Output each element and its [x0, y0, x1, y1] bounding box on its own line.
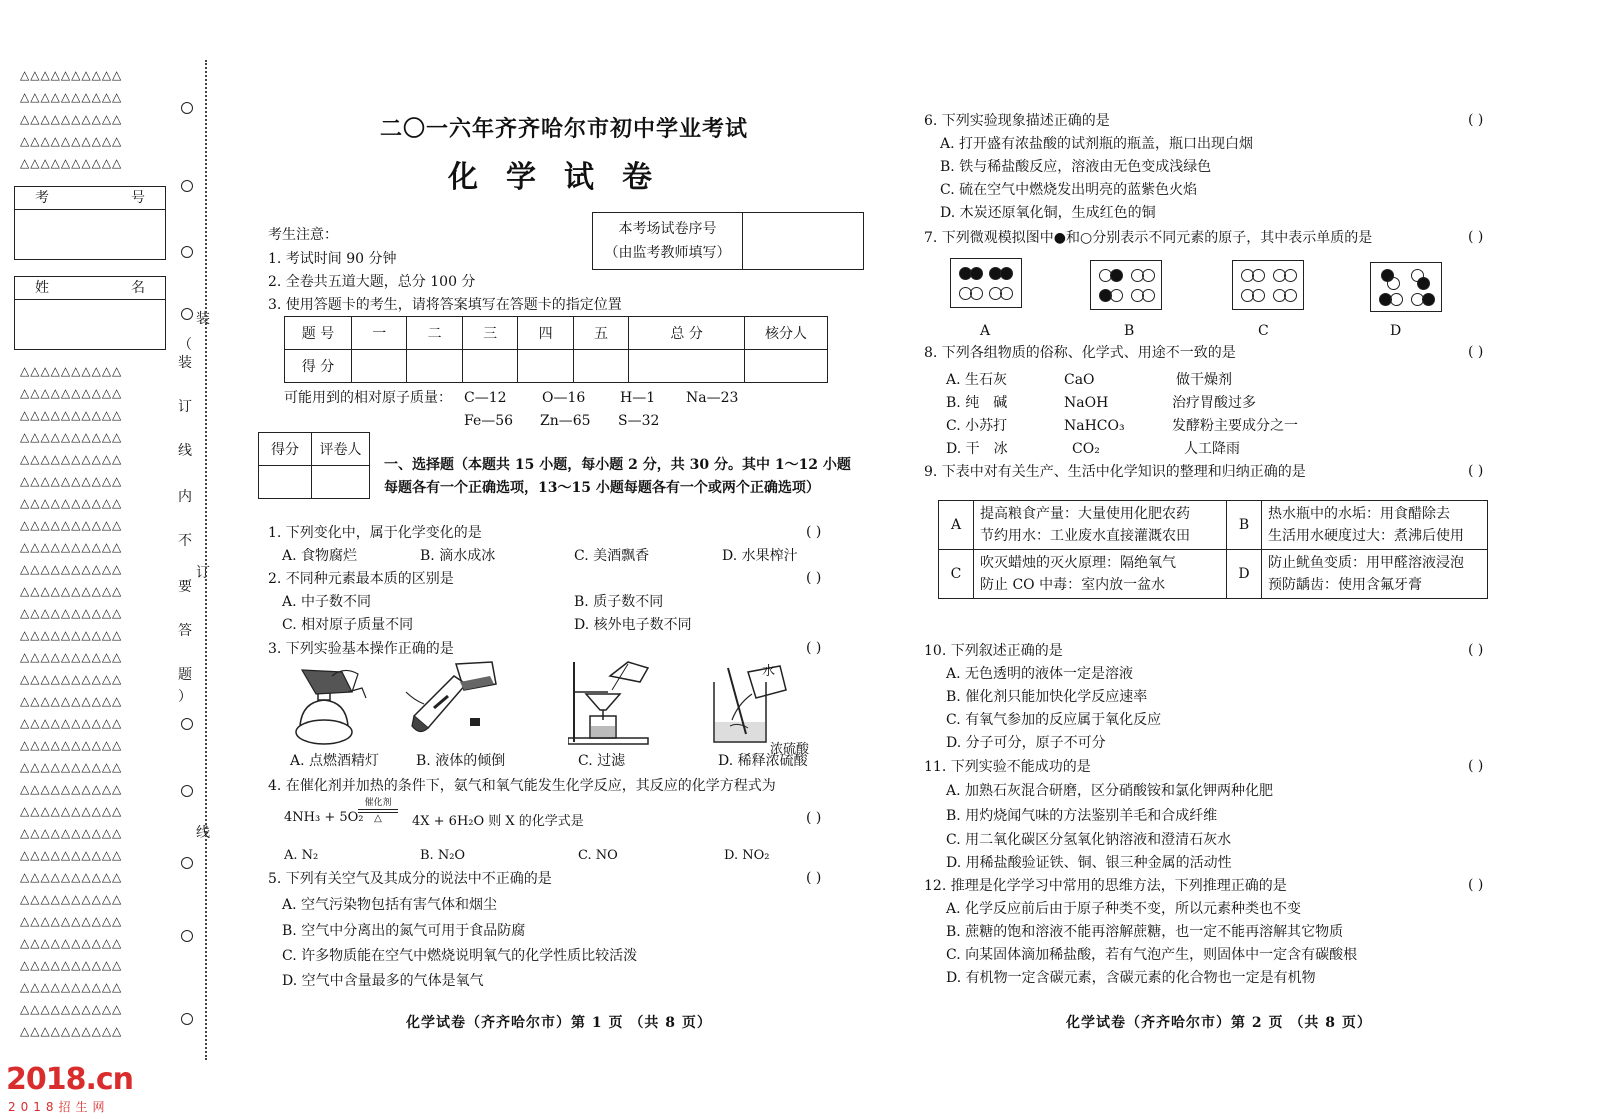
exam-title: 二〇一六年齐齐哈尔市初中学业考试	[380, 116, 749, 142]
model-label: C	[1258, 323, 1269, 339]
binding-hole-icon	[181, 857, 193, 869]
option: B. 铁与稀盐酸反应，溶液由无色变成浅绿色	[940, 159, 1212, 175]
atomic-mass: C—12	[464, 390, 507, 406]
binding-note-char: 要	[178, 579, 192, 595]
triangle-row: △△△△△△△△△△	[20, 496, 123, 510]
triangle-row: △△△△△△△△△△	[20, 980, 123, 994]
triangle-row: △△△△△△△△△△	[20, 90, 123, 104]
option-use: 做干燥剂	[1176, 372, 1232, 388]
binding-hole-icon	[181, 102, 193, 114]
question-stem: 11. 下列实验不能成功的是	[924, 759, 1091, 775]
answer-paren[interactable]: ( )	[806, 524, 822, 540]
option: B. 用灼烧闻气味的方法鉴别羊毛和合成纤维	[946, 808, 1218, 824]
option: A. 食物腐烂	[282, 548, 358, 564]
option: C. 美酒飘香	[574, 548, 650, 564]
watermark-subtitle: 2018招生网	[8, 1100, 110, 1114]
question-stem: 5. 下列有关空气及其成分的说法中不正确的是	[268, 871, 552, 887]
option-use: 发酵粉主要成分之一	[1172, 418, 1298, 434]
atomic-mass: Na—23	[686, 390, 739, 406]
option: A. N₂	[284, 848, 319, 863]
option-formula: CaO	[1064, 372, 1095, 388]
section1-heading: 每题各有一个正确选项，13～15 小题每题各有一个或两个正确选项）	[384, 480, 820, 496]
atomic-mass: Fe—56	[464, 413, 514, 429]
model-label: D	[1390, 323, 1402, 339]
notice-item: 3. 使用答题卡的考生，请将答案填写在答题卡的指定位置	[268, 297, 622, 313]
question-stem: 12. 推理是化学学习中常用的思维方法，下列推理正确的是	[924, 878, 1287, 894]
binding-note-char: 题	[178, 667, 192, 683]
triangle-row: △△△△△△△△△△	[20, 936, 123, 950]
option: D. 水果榨汁	[722, 548, 798, 564]
question-stem: 2. 不同种元素最本质的区别是	[268, 571, 454, 587]
atomic-mass: O—16	[542, 390, 586, 406]
option-formula: NaOH	[1064, 395, 1109, 411]
option: C. 小苏打	[946, 418, 1008, 434]
binding-hole-icon	[181, 180, 193, 192]
exam-number-box[interactable]: 考 号	[14, 186, 166, 260]
triangle-row: △△△△△△△△△△	[20, 628, 123, 642]
seat-number-box[interactable]	[592, 212, 864, 270]
model-label: B	[1124, 323, 1135, 339]
option: A. 化学反应前后由于原子种类不变，所以元素种类也不变	[946, 901, 1302, 917]
molecule-model-b	[1090, 260, 1162, 310]
binding-hole-icon	[181, 308, 193, 320]
binding-hole-icon	[181, 785, 193, 797]
option: B. 催化剂只能加快化学反应速率	[946, 689, 1148, 705]
option: D. 稀释浓硫酸	[718, 753, 808, 769]
binding-note-char: 内	[178, 489, 192, 505]
option: A. 加熟石灰混合研磨，区分硝酸铵和氯化钾两种化肥	[946, 783, 1274, 799]
triangle-row: △△△△△△△△△△	[20, 870, 123, 884]
triangle-row: △△△△△△△△△△	[20, 156, 123, 170]
option: C. 有氧气参加的反应属于氧化反应	[946, 712, 1162, 728]
triangle-row: △△△△△△△△△△	[20, 694, 123, 708]
answer-paren[interactable]: ( )	[1468, 229, 1484, 245]
triangle-row: △△△△△△△△△△	[20, 782, 123, 796]
triangle-row: △△△△△△△△△△	[20, 716, 123, 730]
option-formula: CO₂	[1072, 441, 1100, 457]
question-stem: 9. 下表中对有关生产、生活中化学知识的整理和归纳正确的是	[924, 464, 1306, 480]
triangle-row: △△△△△△△△△△	[20, 650, 123, 664]
option: C. 硫在空气中燃烧发出明亮的蓝紫色火焰	[940, 182, 1198, 198]
question-stem: 6. 下列实验现象描述正确的是	[924, 113, 1110, 129]
option: A. 点燃酒精灯	[290, 753, 380, 769]
dilute-acid-figure	[708, 664, 808, 748]
section1-heading: 一、选择题（本题共 15 小题，每小题 2 分，共 30 分。其中 1～12 小题	[384, 457, 851, 473]
option: D. 有机物一定含碳元素，含碳元素的化合物也一定是有机物	[946, 970, 1316, 986]
triangle-row: △△△△△△△△△△	[20, 430, 123, 444]
question-stem: 4. 在催化剂并加热的条件下，氨气和氧气能发生化学反应，其反应的化学方程式为	[268, 778, 776, 794]
option: D. 核外电子数不同	[574, 617, 692, 633]
triangle-row: △△△△△△△△△△	[20, 892, 123, 906]
option: C. 许多物质能在空气中燃烧说明氧气的化学性质比较活泼	[282, 948, 638, 964]
triangle-row: △△△△△△△△△△	[20, 68, 123, 82]
name-box[interactable]: 姓 名	[14, 276, 166, 350]
answer-paren[interactable]: ( )	[806, 870, 822, 886]
atomic-mass-label: 可能用到的相对原子质量：	[284, 390, 452, 406]
binding-note-char: 不	[178, 533, 192, 549]
molecule-model-d	[1370, 262, 1442, 312]
answer-paren[interactable]: ( )	[1468, 112, 1484, 128]
option: B. 滴水成冰	[420, 548, 496, 564]
answer-paren[interactable]: ( )	[1468, 877, 1484, 893]
notice-item: 1. 考试时间 90 分钟	[268, 251, 397, 267]
binding-note-char: 装	[178, 355, 192, 371]
option: D. 分子可分，原子不可分	[946, 735, 1106, 751]
option: D. 空气中含量最多的气体是氧气	[282, 973, 484, 989]
bind-mark-xian: 线	[196, 825, 210, 841]
triangle-row: △△△△△△△△△△	[20, 804, 123, 818]
triangle-row: △△△△△△△△△△	[20, 584, 123, 598]
triangle-row: △△△△△△△△△△	[20, 760, 123, 774]
triangle-row: △△△△△△△△△△	[20, 474, 123, 488]
option: A. 无色透明的液体一定是溶液	[946, 666, 1134, 682]
binding-hole-icon	[181, 246, 193, 258]
liquid-pouring-figure	[404, 656, 504, 746]
answer-paren[interactable]: ( )	[1468, 344, 1484, 360]
page-footer: 化学试卷（齐齐哈尔市）第 1 页 （共 8 页）	[406, 1015, 712, 1031]
binding-note-char: 答	[178, 623, 192, 639]
option: D. NO₂	[724, 848, 770, 863]
page-footer: 化学试卷（齐齐哈尔市）第 2 页 （共 8 页）	[1066, 1015, 1372, 1031]
molecule-model-a	[950, 258, 1022, 308]
triangle-row: △△△△△△△△△△	[20, 848, 123, 862]
notice-item: 2. 全卷共五道大题，总分 100 分	[268, 274, 476, 290]
triangle-row: △△△△△△△△△△	[20, 826, 123, 840]
alcohol-lamp-figure	[282, 662, 372, 748]
option: C. 向某固体滴加稀盐酸，若有气泡产生，则固体中一定含有碳酸根	[946, 947, 1358, 963]
triangle-row: △△△△△△△△△△	[20, 1002, 123, 1016]
figure-label-acid: 浓硫酸	[770, 742, 810, 757]
option: C. NO	[578, 848, 618, 863]
triangle-row: △△△△△△△△△△	[20, 1024, 123, 1038]
binding-note-char: （	[178, 337, 192, 353]
option: D. 用稀盐酸验证铁、铜、银三种金属的活动性	[946, 855, 1232, 871]
triangle-row: △△△△△△△△△△	[20, 562, 123, 576]
score-table: 题 号 一 二 三 四 五 总 分 核分人 得 分	[284, 316, 828, 383]
triangle-row: △△△△△△△△△△	[20, 386, 123, 400]
binding-hole-icon	[181, 1013, 193, 1025]
triangle-row: △△△△△△△△△△	[20, 738, 123, 752]
option: A. 生石灰	[946, 372, 1008, 388]
notice-title: 考生注意：	[268, 227, 338, 243]
bind-mark-zhuang: 装	[196, 311, 210, 327]
option: B. N₂O	[420, 848, 466, 863]
triangle-row: △△△△△△△△△△	[20, 914, 123, 928]
watermark-logo: 2018.cn	[6, 1062, 134, 1097]
triangle-row: △△△△△△△△△△	[20, 540, 123, 554]
triangle-row: △△△△△△△△△△	[20, 606, 123, 620]
option: A. 空气污染物包括有害气体和烟尘	[282, 897, 498, 913]
option-use: 人工降雨	[1184, 441, 1240, 457]
answer-paren[interactable]: ( )	[1468, 463, 1484, 479]
option: D. 木炭还原氧化铜，生成红色的铜	[940, 205, 1156, 221]
answer-paren[interactable]: ( )	[806, 810, 822, 826]
atomic-mass: Zn—65	[540, 413, 591, 429]
binding-hole-icon	[181, 718, 193, 730]
option: B. 纯 碱	[946, 395, 1008, 411]
answer-paren[interactable]: ( )	[806, 640, 822, 656]
option: B. 蔗糖的饱和溶液不能再溶解蔗糖，也一定不能再溶解其它物质	[946, 924, 1344, 940]
option: C. 过滤	[578, 753, 626, 769]
binding-dotted-line	[205, 60, 207, 1060]
seat-box-label: 本考场试卷序号	[618, 221, 717, 237]
triangle-row: △△△△△△△△△△	[20, 452, 123, 466]
triangle-row: △△△△△△△△△△	[20, 364, 123, 378]
grader-box: 得分 评卷人	[258, 432, 370, 499]
option: B. 质子数不同	[574, 594, 664, 610]
binding-hole-icon	[181, 930, 193, 942]
atomic-mass: S—32	[618, 413, 660, 429]
question-stem: 10. 下列叙述正确的是	[924, 643, 1063, 659]
option: C. 相对原子质量不同	[282, 617, 414, 633]
equation-right: 4X + 6H₂O 则 X 的化学式是	[412, 814, 584, 829]
triangle-row: △△△△△△△△△△	[20, 518, 123, 532]
equation-left: 4NH₃ + 5O₂	[284, 810, 364, 825]
triangle-row: △△△△△△△△△△	[20, 958, 123, 972]
answer-paren[interactable]: ( )	[1468, 642, 1484, 658]
option: A. 打开盛有浓盐酸的试剂瓶的瓶盖，瓶口出现白烟	[940, 136, 1254, 152]
answer-paren[interactable]: ( )	[806, 570, 822, 586]
binding-note-char: 线	[178, 443, 192, 459]
option-formula: NaHCO₃	[1064, 418, 1125, 434]
question-stem: 1. 下列变化中，属于化学变化的是	[268, 525, 482, 541]
knowledge-table: A 提高粮食产量：大量使用化肥农药 节约用水：工业废水直接灌溉农田 B 热水瓶中的水垢：用食醋除去 生活用水硬度过大：煮沸后使用 C 吹灭蜡烛的灭火原理：隔绝氧气 防止 CO 中毒：室内放一盆水 D 防止鱿鱼变质：用甲醛溶液浸泡 预防龋齿：使用含氟牙膏	[938, 500, 1488, 599]
equation-arrow: 催化剂 △	[358, 798, 398, 824]
binding-note-char: ）	[178, 689, 192, 705]
option: B. 液体的倾倒	[416, 753, 506, 769]
triangle-row: △△△△△△△△△△	[20, 672, 123, 686]
seat-box-note: （由监考教师填写）	[604, 245, 731, 261]
question-stem: 3. 下列实验基本操作正确的是	[268, 641, 454, 657]
option: D. 干 冰	[946, 441, 1008, 457]
question-stem: 7. 下列微观模拟图中●和○分别表示不同元素的原子，其中表示单质的是	[924, 230, 1373, 246]
triangle-row: △△△△△△△△△△	[20, 408, 123, 422]
option: C. 用二氧化碳区分氢氧化钠溶液和澄清石灰水	[946, 832, 1232, 848]
model-label: A	[980, 323, 991, 339]
question-stem: 8. 下列各组物质的俗称、化学式、用途不一致的是	[924, 345, 1236, 361]
exam-subtitle: 化学试卷	[448, 160, 680, 195]
figure-label-water: 水	[762, 664, 776, 679]
option-use: 治疗胃酸过多	[1172, 395, 1256, 411]
triangle-row: △△△△△△△△△△	[20, 134, 123, 148]
bind-mark-ding: 订	[196, 565, 210, 581]
option: B. 空气中分离出的氮气可用于食品防腐	[282, 923, 526, 939]
triangle-row: △△△△△△△△△△	[20, 112, 123, 126]
filtration-figure	[568, 660, 658, 746]
answer-paren[interactable]: ( )	[1468, 758, 1484, 774]
molecule-model-c	[1232, 260, 1304, 310]
option: A. 中子数不同	[282, 594, 372, 610]
binding-note-char: 订	[178, 399, 192, 415]
atomic-mass: H—1	[620, 390, 656, 406]
